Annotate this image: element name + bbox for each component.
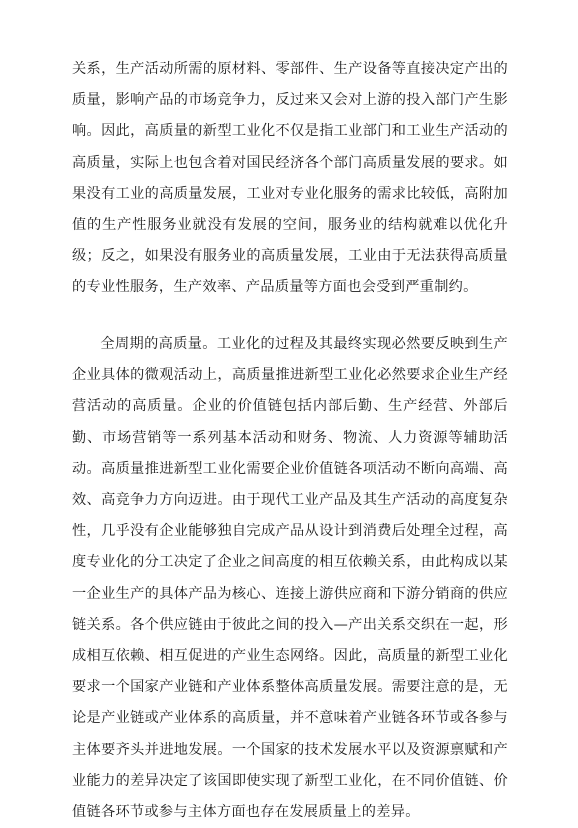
paragraph-continuation: 关系，生产活动所需的原材料、零部件、生产设备等直接决定产出的质量，影响产品的市场竞争力，反过来又会对上游的投入部门产生影响。因此，高质量的新型工业化不仅是指工业部门和工业生产活动的高质量，实际上也包含着对国民经济各个部门高质量发展的要求。如果没有工业的高质量发展，工业对专业化服务的需求比较低，高附加值的生产性服务业就没有发展的空间，服务业的结构就难以优化升级；反之，如果没有服务业的高质量发展，工业由于无法获得高质量的专业性服务，生产效率、产品质量等方面也会受到严重制约。: [72, 61, 508, 296]
paragraph-full-cycle-quality: 全周期的高质量。工业化的过程及其最终实现必然要反映到生产企业具体的微观活动上，高质量推进新型工业化必然要求企业生产经营活动的高质量。企业的价值链包括内部后勤、生产经营、外部后勤、市场营销等一系列基本活动和财务、物流、人力资源等辅助活动。高质量推进新型工业化需要企业价值链各项活动不断向高端、高效、高竞争力方向迈进。由于现代工业产品及其生产活动的高度复杂性，几乎没有企业能够独自完成产品从设计到消费后处理全过程，高度专业化的分工决定了企业之间高度的相互依赖关系，由此构成以某一企业生产的具体产品为核心、连接上游供应商和下游分销商的供应链关系。各个供应链由于彼此之间的投入—产出关系交织在一起，形成相互依赖、相互促进的产业生态网络。因此，高质量的新型工业化要求一个国家产业链和产业体系整体高质量发展。需要注意的是，无论是产业链或产业体系的高质量，并不意味着产业链各环节或各参与主体要齐头并进地发展。一个国家的技术发展水平以及资源禀赋和产业能力的差异决定了该国即使实现了新型工业化，在不同价值链、价值链各环节或参与主体方面也存在发展质量上的差异。: [72, 336, 508, 821]
